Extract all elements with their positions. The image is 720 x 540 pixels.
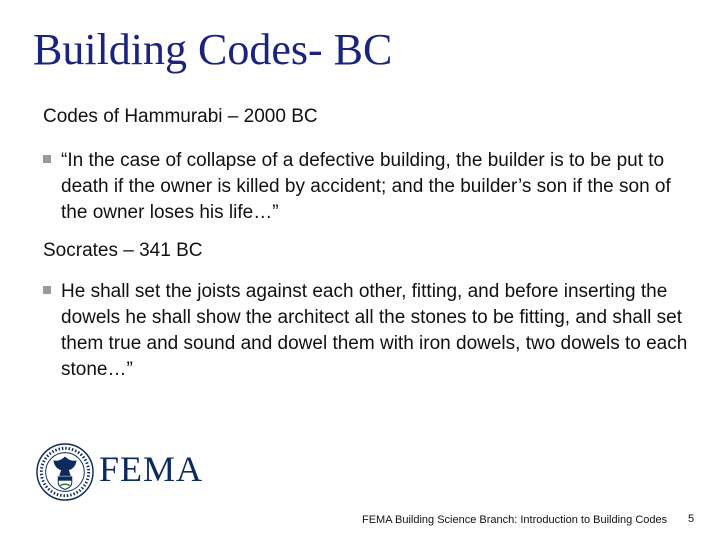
section-heading-hammurabi: Codes of Hammurabi – 2000 BC [43,106,318,127]
bullet-hammurabi-quote [43,148,693,226]
square-bullet-icon [43,286,51,294]
section-heading-socrates: Socrates – 341 BC [43,240,203,261]
fema-logo-wordmark: FEMA [99,449,204,489]
dhs-seal-icon [36,443,94,501]
slide-content [43,104,693,383]
page-number: 5 [688,513,695,525]
bullet-socrates-quote [43,279,693,383]
bullet-text: “In the case of collapse of a defective building, the builder is to be put to death if the owner is killed by accident; and the builder’s son if the son of the owner loses his life…” [61,150,671,223]
footer-text: FEMA Building Science Branch: Introduction to Building Codes [362,514,668,526]
slide-title: Building Codes- BC [33,25,393,74]
square-bullet-icon [43,155,51,163]
bullet-text: He shall set the joists against each other, fitting, and before inserting the dowels he shall show the architect all the stones to be fitting, and shall set them true and sound and dowel them with iron dowels, two dowels to each stone…” [61,281,688,380]
